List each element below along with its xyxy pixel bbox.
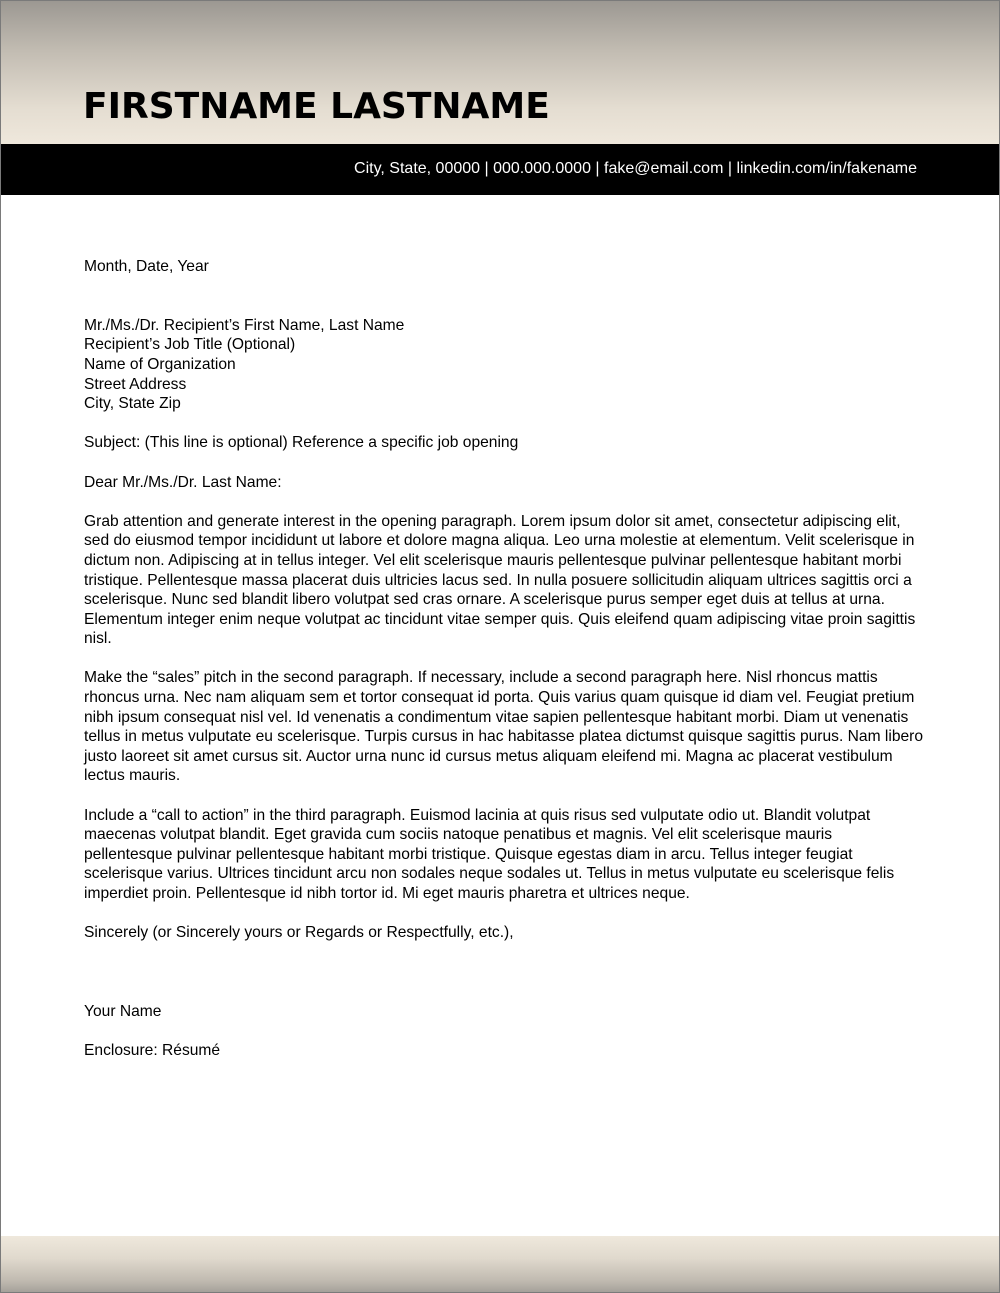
enclosure-line: Enclosure: Résumé xyxy=(84,1041,221,1059)
recipient-name: Mr./Ms./Dr. Recipient’s First Name, Last Name xyxy=(84,316,405,334)
letter-date: Month, Date, Year xyxy=(84,258,209,275)
subject-line: Subject: (This line is optional) Reference a specific job opening xyxy=(84,434,519,452)
paragraph-call-to-action: Include a “call to action” in the third paragraph. Euismod lacinia at quis risus sed vulputate odio ut. Blandit volutpat maecenas volutpat blandit. Eget gravida cum sociis natoque penatibus et magnis. Vel elit scelerisque mauris pellentesque pulvinar pellentesque habitant morbi tristique. Quisque egestas diam in arcu. Tellus integer feugiat scelerisque varius. Ultrices tincidunt arcu non sodales neque sodales ut. Tellus in metus vulputate eu scelerisque felis imperdiet proin. Pellentesque id nibh tortor id. Mi eget mauris pharetra et ultrices neque. xyxy=(84,806,895,902)
contact-info: City, State, 00000 | 000.000.0000 | fake@email.com | linkedin.com/in/fakename xyxy=(354,160,917,177)
recipient-street: Street Address xyxy=(84,375,187,393)
salutation: Dear Mr./Ms./Dr. Last Name: xyxy=(84,473,282,491)
paragraph-opening: Grab attention and generate interest in the opening paragraph. Lorem ipsum dolor sit amet, consectetur adipiscing elit, sed do eiusmod tempor incididunt ut labore et dolore magna aliqua. Leo urna molestie at elementum. Velit scelerisque in dictum non. Adipiscing at in tellus integer. Vel elit scelerisque mauris pellentesque pulvinar pellentesque habitant morbi tristique. Pellentesque massa placerat duis ultricies lacus sed. In nulla posuere sollicitudin aliquam ultrices sagittis orci a scelerisque. Nunc sed blandit libero volutpat sed cras ornare. A scelerisque purus semper eget duis at tellus at urna. Elementum integer enim neque volutpat ac tincidunt vitae semper quis. Quis eleifend quam adipiscing vitae proin sagittis nisl. xyxy=(84,512,916,648)
recipient-city-state-zip: City, State Zip xyxy=(84,395,181,413)
footer-band xyxy=(1,1236,999,1292)
letter-body xyxy=(84,257,924,1060)
closing: Sincerely (or Sincerely yours or Regards or Respectfully, etc.), xyxy=(84,924,514,942)
contact-bar xyxy=(1,144,999,195)
signature-name: Your Name xyxy=(84,1002,162,1020)
recipient-organization: Name of Organization xyxy=(84,355,236,373)
paragraph-sales-pitch: Make the “sales” pitch in the second paragraph. If necessary, include a second paragraph here. Nisl rhoncus mattis rhoncus urna. Nec nam aliquam sem et tortor consequat id porta. Quis varius quam quisque id diam vel. Feugiat pretium nibh ipsum consequat nisl vel. Id venenatis a condimentum vitae sapien pellentesque habitant morbi. Diam ut venenatis tellus in metus vulputate eu scelerisque. Turpis cursus in hac habitasse platea dictumst quisque sagittis purus. Nam libero justo laoreet sit amet cursus sit. Auctor urna nunc id cursus metus aliquam eleifend mi. Magna ac placerat vestibulum lectus mauris. xyxy=(84,669,924,785)
header-band xyxy=(1,1,999,144)
applicant-name: FIRSTNAME LASTNAME xyxy=(83,86,550,127)
recipient-job-title: Recipient’s Job Title (Optional) xyxy=(84,336,296,354)
